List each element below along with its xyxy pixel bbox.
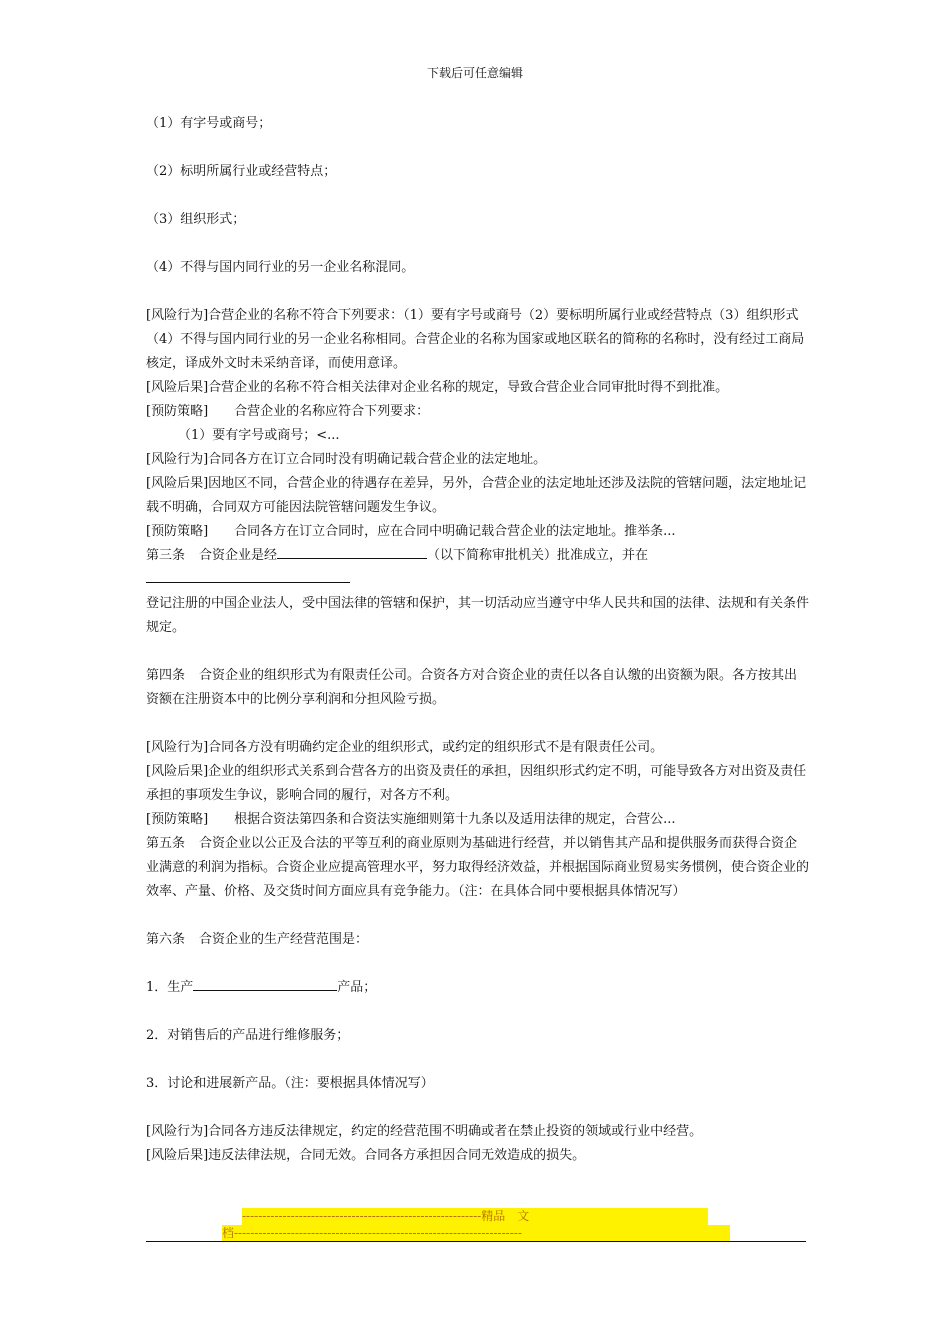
fill-in-blank bbox=[146, 568, 350, 583]
list-item: （3）组织形式； bbox=[146, 212, 246, 227]
footer-watermark-line: -----------------------------------------------------------精品 文 bbox=[242, 1208, 708, 1225]
risk-result-paragraph: [风险后果]合营企业的名称不符合相关法律对企业名称的规定，导致合营企业合同审批时得不到批准。 bbox=[146, 380, 729, 395]
article-label: 第六条 bbox=[146, 932, 186, 947]
prevention-paragraph bbox=[146, 400, 810, 424]
scope-item: 2．对销售后的产品进行维修服务； bbox=[146, 1028, 350, 1043]
risk-result-paragraph: [风险后果]因地区不同，合营企业的待遇存在差异，另外，合营企业的法定地址还涉及法院的管辖问题，法定地址记载不明确，合同双方可能因法院管辖问题发生争议。 bbox=[146, 476, 807, 515]
prevention-text: 合同各方在订立合同时，应在合同中明确记载合营企业的法定地址。推举条... bbox=[234, 524, 676, 539]
footer-watermark-line: 档----------------------------------------------------------------------- bbox=[222, 1225, 730, 1242]
article-3-continued: 登记注册的中国企业法人，受中国法律的管辖和保护，其一切活动应当遵守中华人民共和国的法律、法规和有关条件规定。 bbox=[146, 596, 810, 635]
article-4: 第四条 合资企业的组织形式为有限责任公司。合资各方对合资企业的责任以各自认缴的出资额为限。各方按其出资额在注册资本中的比例分享利润和分担风险亏损。 bbox=[146, 668, 798, 707]
risk-result-paragraph: [风险后果]违反法律法规，合同无效。合同各方承担因合同无效造成的损失。 bbox=[146, 1148, 586, 1163]
risk-behavior-paragraph: [风险行为]合同各方违反法律规定，约定的经营范围不明确或者在禁止投资的领域或行业中经营。 bbox=[146, 1124, 703, 1139]
fill-in-blank bbox=[193, 976, 337, 991]
scope-item: 1．生产 产品； bbox=[146, 976, 810, 1000]
prevention-paragraph bbox=[146, 520, 810, 544]
risk-result-paragraph: [风险后果]企业的组织形式关系到合营各方的出资及责任的承担，因组织形式约定不明，可能导致各方对出资及责任承担的事项发生争议，影响合同的履行，对各方不利。 bbox=[146, 764, 807, 803]
article-label: 第四条 bbox=[146, 668, 186, 683]
article-5: 第五条 合资企业以公正及合法的平等互利的商业原则为基础进行经营，并以销售其产品和提供服务而获得合资企业满意的利润为指标。合资企业应提高管理水平，努力取得经济效益，并根据国际商业贸易实务惯例，使合资企业的效率、产量、价格、及交货时间方面应具有竞争能力。（注：在具体合同中要根据具体情况写） bbox=[146, 836, 810, 899]
list-item: （1）有字号或商号； bbox=[146, 116, 272, 131]
prevention-label: [预防策略] bbox=[146, 404, 209, 419]
list-item: （2）标明所属行业或经营特点； bbox=[146, 164, 337, 179]
scope-item: 3．讨论和进展新产品。（注：要根据具体情况写） bbox=[146, 1076, 434, 1091]
fill-in-blank bbox=[277, 544, 427, 559]
prevention-sub-item: （1）要有字号或商号；<... bbox=[178, 428, 340, 443]
risk-behavior-paragraph: [风险行为]合同各方没有明确约定企业的组织形式，或约定的组织形式不是有限责任公司。 bbox=[146, 740, 664, 755]
prevention-text: 合营企业的名称应符合下列要求： bbox=[234, 404, 430, 419]
prevention-paragraph bbox=[146, 808, 810, 832]
risk-behavior-paragraph: [风险行为]合营企业的名称不符合下列要求：（1）要有字号或商号（2）要标明所属行业或经营特点（3）组织形式（4）不得与国内同行业的另一企业名称相同。合营企业的名称为国家或地区联名的简称的名称时，没有经过工商局核定，译成外文时未采纳音译，而使用意译。 bbox=[146, 308, 805, 371]
document-body bbox=[146, 112, 810, 1168]
footer-divider bbox=[146, 1241, 806, 1242]
prevention-text: 根据合资法第四条和合资法实施细则第十九条以及适用法律的规定，合营公... bbox=[234, 812, 676, 827]
list-item: （4）不得与国内同行业的另一企业名称混同。 bbox=[146, 260, 415, 275]
prevention-label: [预防策略] bbox=[146, 524, 209, 539]
article-label: 第五条 bbox=[146, 836, 186, 851]
article-3: 第三条 合资企业是经 （以下简称审批机关）批准成立，并在 bbox=[146, 544, 810, 592]
page-header: 下载后可任意编辑 bbox=[426, 66, 523, 80]
article-label: 第三条 bbox=[146, 548, 186, 563]
article-6: 第六条 合资企业的生产经营范围是： bbox=[146, 932, 369, 947]
prevention-label: [预防策略] bbox=[146, 812, 209, 827]
risk-behavior-paragraph: [风险行为]合同各方在订立合同时没有明确记载合营企业的法定地址。 bbox=[146, 452, 547, 467]
